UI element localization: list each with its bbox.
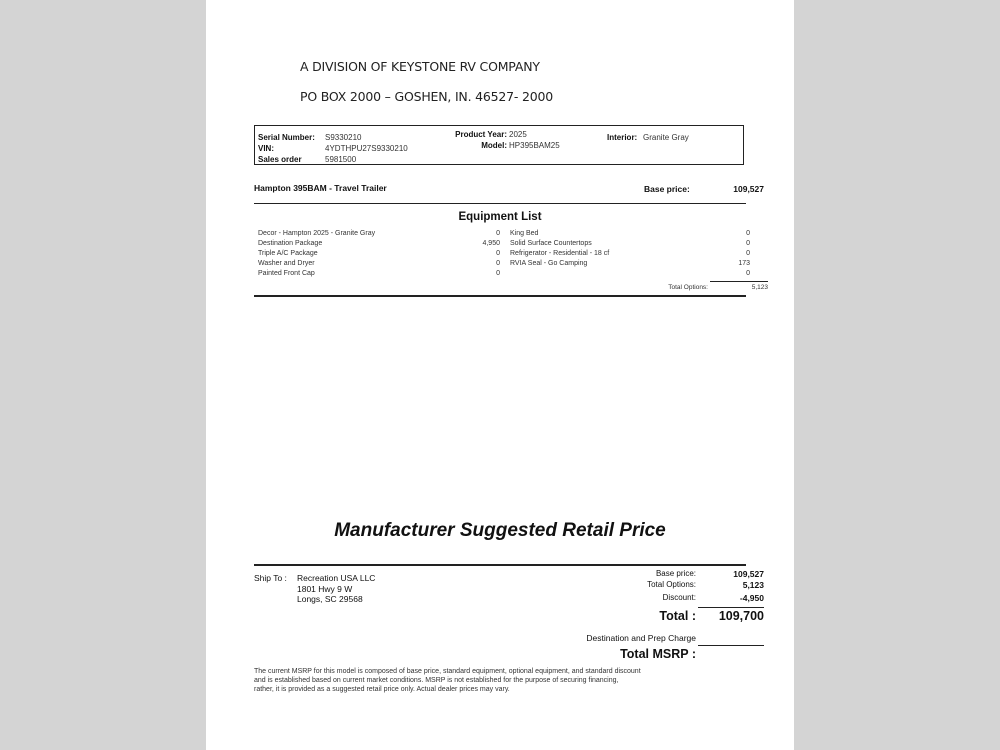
divider	[254, 564, 746, 566]
document-page	[206, 0, 794, 750]
destination-rule	[698, 645, 764, 646]
product-year-value: 2025	[509, 130, 527, 139]
destination-prep-label: Destination and Prep Charge	[586, 633, 696, 643]
equipment-item: RVIA Seal - Go Camping	[510, 260, 588, 267]
sales-order-value: 5981500	[325, 155, 357, 164]
equipment-item: Painted Front Cap	[258, 270, 315, 277]
model-name: Hampton 395BAM - Travel Trailer	[254, 183, 387, 193]
total-options-value: 5,123	[751, 284, 768, 291]
equipment-price: 0	[496, 230, 500, 237]
equipment-price: 0	[746, 230, 750, 237]
equipment-item: Solid Surface Countertops	[510, 240, 592, 247]
equipment-price: 0	[496, 250, 500, 257]
interior-value: Granite Gray	[643, 133, 689, 142]
base-price-value: 109,527	[733, 184, 764, 194]
msrp-title: Manufacturer Suggested Retail Price	[334, 520, 666, 541]
product-year-label: Product Year:	[455, 130, 507, 139]
interior-label: Interior:	[607, 133, 638, 142]
equipment-item: Decor - Hampton 2025 - Granite Gray	[258, 230, 376, 237]
discount-label: Discount:	[662, 593, 696, 602]
equipment-item: Triple A/C Package	[258, 250, 318, 257]
total-label: Total :	[659, 609, 696, 623]
discount-value: -4,950	[739, 593, 764, 603]
total-rule	[698, 607, 764, 608]
equipment-item: Refrigerator - Residential - 18 cf	[510, 250, 610, 257]
ship-to-city: Longs, SC 29568	[297, 594, 363, 604]
summary-options-label: Total Options:	[647, 580, 696, 589]
divider	[254, 203, 746, 204]
subtotal-rule	[710, 281, 768, 282]
vin-label: VIN:	[258, 144, 274, 153]
disclaimer-line-2: and is established based on current market conditions. MSRP is not established for the purpose of securing financing,	[254, 677, 619, 684]
disclaimer-line-3: rather, it is provided as a suggested retail price only. Actual dealer prices may vary.	[254, 686, 510, 693]
equipment-list-title: Equipment List	[458, 211, 542, 223]
equipment-price: 0	[496, 260, 500, 267]
sales-order-label: Sales order	[258, 155, 302, 164]
serial-label: Serial Number:	[258, 133, 315, 142]
ship-to-label: Ship To :	[254, 573, 287, 583]
equipment-item: King Bed	[510, 230, 539, 237]
total-msrp-label: Total MSRP :	[620, 647, 696, 661]
model-value: HP395BAM25	[509, 141, 560, 150]
base-price-label: Base price:	[644, 184, 690, 194]
total-options-label: Total Options:	[668, 284, 708, 291]
vin-value: 4YDTHPU27S9330210	[325, 144, 408, 153]
vehicle-info-box	[254, 125, 744, 165]
equipment-price: 0	[496, 270, 500, 277]
summary-base-label: Base price:	[655, 569, 696, 578]
total-value: 109,700	[718, 609, 764, 623]
summary-options-value: 5,123	[742, 580, 764, 590]
serial-value: S9330210	[325, 133, 362, 142]
equipment-item: Washer and Dryer	[258, 260, 315, 267]
ship-to-name: Recreation USA LLC	[297, 573, 376, 583]
divider	[254, 295, 746, 297]
equipment-price: 173	[738, 260, 750, 267]
equipment-price: 0	[746, 240, 750, 247]
disclaimer-line-1: The current MSRP for this model is composed of base price, standard equipment, optional equipment, and standard discount	[254, 668, 641, 675]
company-address: PO BOX 2000 – GOSHEN, IN. 46527- 2000	[300, 89, 553, 104]
equipment-price: 0	[746, 270, 750, 277]
company-division: A DIVISION OF KEYSTONE RV COMPANY	[300, 59, 540, 74]
equipment-price: 0	[746, 250, 750, 257]
ship-to-street: 1801 Hwy 9 W	[297, 584, 353, 594]
summary-base-value: 109,527	[733, 569, 764, 579]
model-label: Model:	[481, 141, 507, 150]
equipment-item: Destination Package	[258, 240, 323, 247]
equipment-price: 4,950	[482, 240, 500, 247]
